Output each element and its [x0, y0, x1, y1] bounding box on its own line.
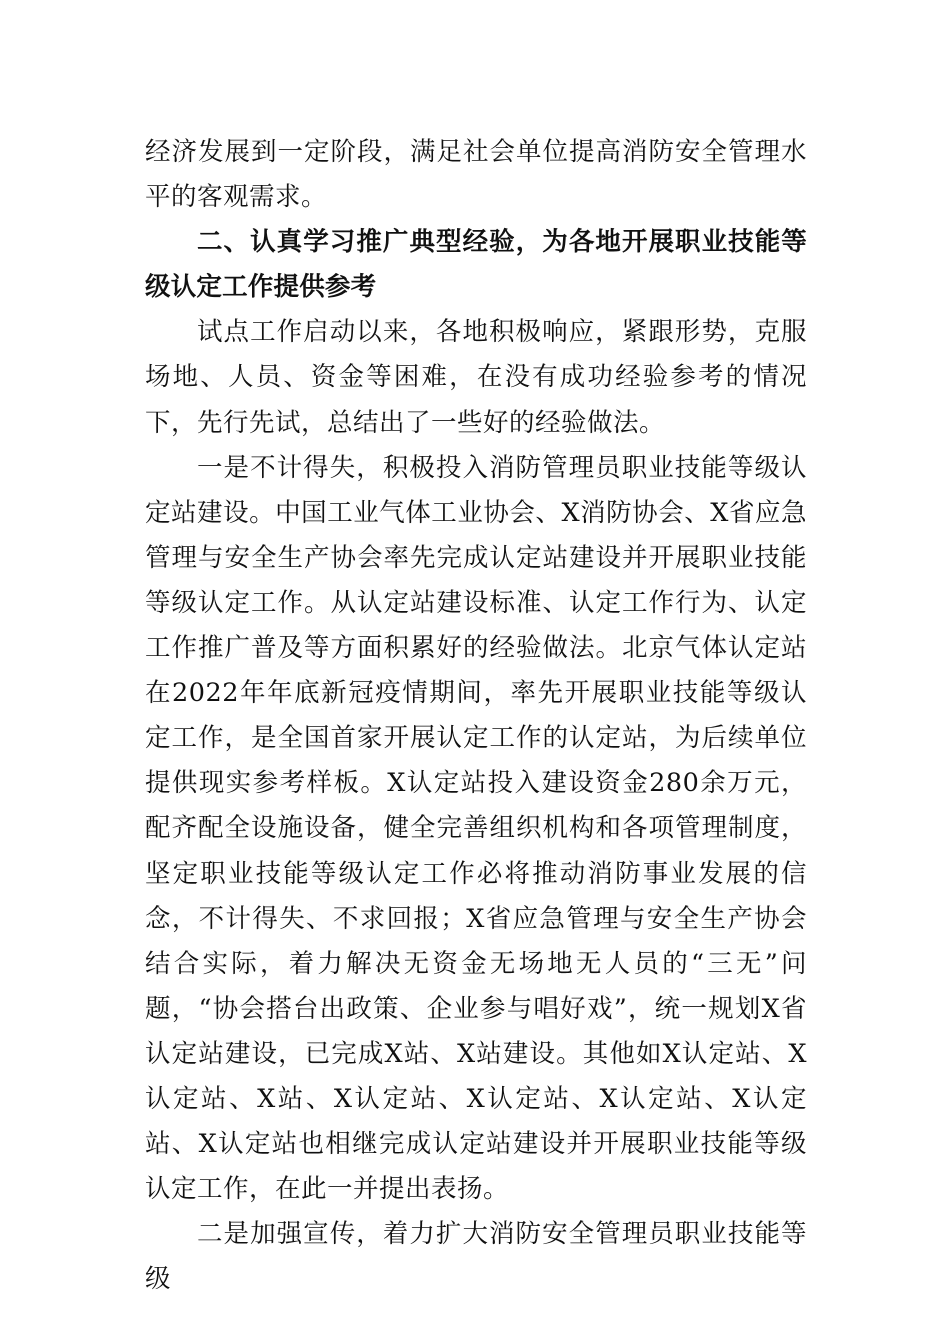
document-body: [145, 130, 807, 1302]
paragraph-point-two: 二是加强宣传，着力扩大消防安全管理员职业技能等级: [145, 1219, 807, 1295]
paragraph-point-one: 一是不计得失，积极投入消防管理员职业技能等级认定站建设。中国工业气体工业协会、X消防协会、X省应急管理与安全生产协会率先完成认定站建设并开展职业技能等级认定工作。从认定站建设标准、认定工作行为、认定工作推广普及等方面积累好的经验做法。北京气体认定站在2022年年底新冠疫情期间，率先开展职业技能等级认定工作，是全国首家开展认定工作的认定站，为后续单位提供现实参考样板。X认定站投入建设资金280余万元，配齐配全设施设备，健全完善组织机构和各项管理制度，坚定职业技能等级认定工作必将推动消防事业发展的信念，不计得失、不求回报；X省应急管理与安全生产协会结合实际，着力解决无资金无场地无人员的“三无”问题，“协会搭台出政策、企业参与唱好戏”，统一规划X省认定站建设，已完成X站、X站建设。其他如X认定站、X认定站、X站、X认定站、X认定站、X认定站、X认定站、X认定站也相继完成认定站建设并开展职业技能等级认定工作，在此一并提出表扬。: [145, 452, 807, 1205]
paragraph-continuation: 经济发展到一定阶段，满足社会单位提高消防安全管理水平的客观需求。: [145, 137, 807, 213]
paragraph-intro: 试点工作启动以来，各地积极响应，紧跟形势，克服场地、人员、资金等困难，在没有成功经验参考的情况下，先行先试，总结出了一些好的经验做法。: [145, 317, 807, 438]
section-heading: 二、认真学习推广典型经验，为各地开展职业技能等级认定工作提供参考: [145, 227, 807, 303]
